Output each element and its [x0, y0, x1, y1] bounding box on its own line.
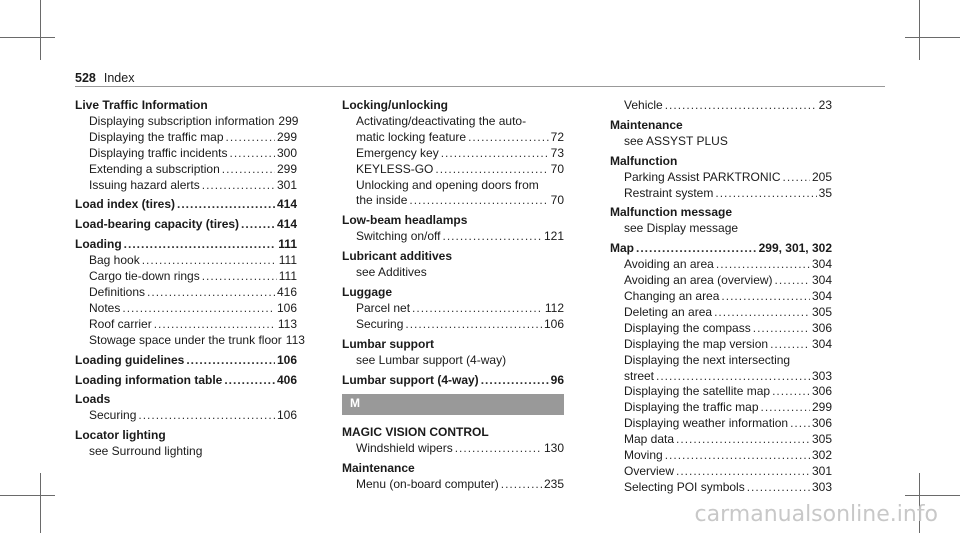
dot-leader — [636, 241, 757, 257]
page-reference[interactable]: 23 — [818, 98, 832, 112]
entry-text: Displaying subscription information — [89, 113, 275, 128]
entry-text: Malfunction — [610, 153, 678, 168]
index-subentry[interactable] — [342, 441, 564, 457]
dot-leader — [665, 448, 810, 464]
index-subentry[interactable] — [610, 273, 832, 289]
crop-mark — [919, 0, 920, 60]
page-reference[interactable]: 106 — [276, 300, 297, 315]
index-heading — [342, 213, 564, 229]
dot-leader — [124, 237, 277, 253]
dot-leader — [412, 301, 543, 317]
index-heading — [610, 205, 832, 221]
page-reference[interactable]: 72 — [550, 129, 564, 144]
page-reference[interactable]: 112 — [544, 300, 564, 315]
page-reference[interactable]: 121 — [543, 229, 564, 244]
entry-text: Map data — [624, 432, 675, 447]
entry-text: Moving — [624, 448, 663, 463]
crop-mark — [40, 473, 41, 533]
index-subentry[interactable] — [610, 369, 832, 385]
crop-mark — [0, 37, 55, 38]
entry-text: Displaying weather information — [624, 416, 789, 431]
index-subentry[interactable] — [342, 229, 564, 245]
dot-leader — [772, 384, 810, 400]
dot-leader — [147, 285, 275, 301]
dot-leader — [177, 197, 275, 213]
entry-text: Definitions — [89, 284, 146, 299]
entry-text: see Display message — [624, 221, 739, 236]
page-reference[interactable]: 111 — [278, 253, 297, 268]
dot-leader — [676, 464, 810, 480]
page-number: 528 — [75, 71, 96, 85]
dot-leader — [443, 229, 542, 245]
dot-leader — [405, 317, 542, 333]
index-subentry[interactable] — [610, 321, 832, 337]
letter-section-bar: M — [342, 394, 564, 415]
entry-text: Parcel net — [356, 300, 411, 315]
dot-leader — [202, 269, 277, 285]
entry-text: Loading information table — [75, 372, 223, 387]
dot-leader — [154, 317, 276, 333]
entry-text: Maintenance — [610, 117, 683, 132]
index-subentry[interactable] — [610, 400, 832, 416]
page-reference[interactable]: 299 — [276, 129, 297, 144]
entry-text: Avoiding an area (overview) — [624, 273, 773, 288]
dot-leader — [230, 146, 275, 162]
entry-text: Selecting POI symbols — [624, 479, 745, 494]
entry-text: Low-beam headlamps — [342, 213, 468, 228]
entry-text: Maintenance — [342, 461, 415, 476]
page-reference[interactable]: 406 — [276, 372, 297, 387]
entry-text: matic locking feature — [356, 129, 467, 144]
entry-text: Displaying the map version — [624, 336, 769, 351]
index-subentry[interactable] — [610, 170, 832, 186]
entry-text: Extending a subscription — [89, 161, 220, 176]
page-reference[interactable]: 304 — [811, 336, 832, 351]
index-subentry[interactable] — [610, 98, 832, 114]
page-reference[interactable]: 299 — [278, 113, 299, 128]
dot-leader — [775, 273, 810, 289]
index-subentry[interactable] — [75, 285, 297, 301]
entry-text: Unlocking and opening doors from — [356, 177, 539, 192]
index-subentry[interactable] — [342, 317, 564, 333]
dot-leader — [747, 480, 810, 496]
index-subentry[interactable] — [75, 301, 297, 317]
entry-text: Displaying the compass — [624, 320, 751, 335]
crop-mark — [905, 495, 960, 496]
page-reference[interactable]: 35 — [818, 185, 832, 200]
dot-leader — [714, 305, 810, 321]
index-subentry — [342, 353, 564, 369]
dot-leader — [721, 289, 810, 305]
entry-text: Lubricant additives — [342, 249, 453, 264]
watermark: carmanualsonline.info — [694, 502, 938, 527]
index-subentry — [610, 221, 832, 237]
index-subentry[interactable] — [610, 289, 832, 305]
page-reference[interactable]: 235 — [543, 477, 564, 492]
page-reference[interactable]: 106 — [543, 316, 564, 331]
entry-text: see Surround lighting — [89, 444, 203, 459]
index-subentry[interactable] — [342, 301, 564, 317]
page-reference[interactable]: 305 — [811, 304, 832, 319]
entry-text: Displaying the traffic map — [89, 129, 224, 144]
entry-text: Displaying the satellite map — [624, 384, 771, 399]
index-heading[interactable] — [75, 217, 297, 233]
index-subentry[interactable] — [75, 269, 297, 285]
index-heading — [610, 118, 832, 134]
index-heading[interactable] — [610, 241, 832, 257]
page-reference[interactable]: 113 — [285, 332, 305, 347]
index-heading — [75, 98, 297, 114]
page-reference[interactable]: 70 — [550, 161, 564, 176]
entry-text: Cargo tie-down rings — [89, 269, 200, 284]
dot-leader — [441, 146, 549, 162]
entry-text: Malfunction message — [610, 205, 733, 220]
dot-leader — [656, 369, 810, 385]
index-subentry — [342, 265, 564, 281]
entry-text: Avoiding an area — [624, 257, 714, 272]
index-heading[interactable] — [75, 237, 297, 253]
dot-leader — [435, 162, 548, 178]
dot-leader — [409, 193, 548, 209]
page-reference[interactable]: 303 — [811, 368, 832, 383]
page-reference[interactable]: 306 — [811, 384, 832, 399]
entry-text: Map — [610, 241, 634, 256]
dot-leader — [782, 170, 809, 186]
index-subentry[interactable] — [75, 317, 297, 333]
page-reference[interactable]: 304 — [811, 257, 832, 272]
dot-leader — [761, 400, 810, 416]
index-subentry[interactable] — [610, 464, 832, 480]
index-heading — [75, 428, 297, 444]
index-heading — [342, 249, 564, 265]
index-subentry[interactable] — [610, 305, 832, 321]
page-reference[interactable]: 70 — [550, 193, 564, 208]
page-reference[interactable]: 106 — [276, 352, 297, 367]
index-subentry[interactable] — [75, 408, 297, 424]
dot-leader — [455, 441, 542, 457]
index-heading[interactable] — [75, 197, 297, 213]
dot-leader — [224, 373, 275, 389]
page-reference[interactable]: 205 — [811, 169, 832, 184]
index-column-1 — [75, 98, 305, 460]
index-subentry — [342, 178, 564, 194]
entry-text: Locator lighting — [75, 428, 166, 443]
index-subentry[interactable] — [610, 186, 832, 202]
header-divider — [75, 86, 885, 87]
page-reference[interactable]: 299 — [811, 400, 832, 415]
dot-leader — [142, 253, 277, 269]
entry-text: Changing an area — [624, 288, 720, 303]
dot-leader — [665, 98, 817, 114]
entry-text: see Additives — [356, 265, 427, 280]
index-subentry[interactable] — [75, 332, 305, 349]
index-heading — [342, 461, 564, 477]
entry-text: Displaying the traffic map — [624, 400, 759, 415]
index-heading — [610, 154, 832, 170]
entry-text: Stowage space under the trunk floor — [89, 332, 282, 347]
index-subentry — [75, 444, 297, 460]
entry-text: Live Traffic Information — [75, 98, 208, 112]
page-reference[interactable]: 111 — [278, 237, 297, 252]
entry-text: Loads — [75, 392, 111, 407]
crop-mark — [0, 495, 55, 496]
entry-text: see Lumbar support (4-way) — [356, 352, 507, 367]
dot-leader — [501, 477, 542, 493]
page-reference[interactable]: 111 — [278, 269, 297, 284]
section-title: Index — [103, 71, 135, 85]
entry-text: Lumbar support (4-way) — [342, 372, 479, 387]
crop-mark — [40, 0, 41, 60]
entry-text: Issuing hazard alerts — [89, 177, 200, 192]
index-subentry[interactable] — [610, 257, 832, 273]
index-heading — [342, 98, 564, 114]
entry-text: Lumbar support — [342, 336, 434, 351]
index-subentry[interactable] — [610, 432, 832, 448]
index-subentry[interactable] — [610, 337, 832, 353]
entry-text: Securing — [89, 408, 137, 423]
entry-text: Emergency key — [356, 145, 439, 160]
index-subentry[interactable] — [610, 384, 832, 400]
index-heading[interactable] — [75, 353, 297, 369]
page-reference[interactable]: 304 — [811, 288, 832, 303]
dot-leader — [241, 217, 275, 233]
index-subentry — [610, 134, 832, 150]
dot-leader — [122, 301, 275, 317]
page-reference[interactable]: 303 — [811, 479, 832, 494]
entry-text: Displaying traffic incidents — [89, 145, 228, 160]
index-subentry[interactable] — [342, 146, 564, 162]
index-subentry — [610, 353, 832, 369]
index-subentry — [342, 114, 564, 130]
entry-text: Load index (tires) — [75, 197, 176, 212]
index-subentry[interactable] — [610, 448, 832, 464]
entry-text: Load-bearing capacity (tires) — [75, 217, 240, 232]
entry-text: Activating/deactivating the auto- — [356, 113, 527, 128]
page-reference[interactable]: 306 — [811, 416, 832, 431]
index-heading — [75, 392, 297, 408]
index-heading[interactable] — [75, 373, 297, 389]
dot-leader — [481, 373, 549, 389]
page-reference[interactable]: 130 — [543, 441, 564, 456]
entry-text: Overview — [624, 463, 675, 478]
index-subentry[interactable] — [342, 193, 564, 209]
index-heading — [342, 425, 564, 441]
crop-mark — [905, 37, 960, 38]
page-reference[interactable]: 416 — [276, 284, 297, 299]
index-subentry[interactable] — [342, 477, 564, 493]
entry-text: Securing — [356, 316, 404, 331]
dot-leader — [222, 162, 275, 178]
index-subentry[interactable] — [75, 130, 297, 146]
index-subentry[interactable] — [342, 162, 564, 178]
page-reference[interactable]: 113 — [277, 316, 297, 331]
index-subentry[interactable] — [75, 253, 297, 269]
entry-text: Bag hook — [89, 253, 140, 268]
entry-text: Luggage — [342, 284, 392, 299]
page-reference[interactable]: 301 — [811, 463, 832, 478]
dot-leader — [715, 186, 816, 202]
page-reference[interactable]: 302 — [811, 448, 832, 463]
entry-text: the inside — [356, 193, 408, 208]
page-reference[interactable]: 96 — [550, 372, 564, 387]
entry-text: street — [624, 368, 655, 383]
entry-text: Switching on/off — [356, 229, 441, 244]
index-heading — [342, 337, 564, 353]
page-reference[interactable]: 306 — [811, 320, 832, 335]
dot-leader — [753, 321, 810, 337]
dot-leader — [202, 178, 275, 194]
entry-text: Roof carrier — [89, 316, 152, 331]
entry-text: Loading guidelines — [75, 352, 185, 367]
index-heading[interactable] — [342, 373, 564, 389]
page-reference[interactable]: 73 — [550, 145, 564, 160]
dot-leader — [790, 416, 810, 432]
page-reference[interactable]: 304 — [811, 273, 832, 288]
dot-leader — [468, 130, 549, 146]
page-reference[interactable]: 301 — [276, 177, 297, 192]
index-column-2 — [342, 98, 564, 493]
entry-text: Displaying the next intersecting — [624, 352, 791, 367]
index-subentry[interactable] — [75, 146, 297, 162]
entry-text: MAGIC VISION CONTROL — [342, 425, 489, 440]
entry-text: Menu (on-board computer) — [356, 477, 499, 492]
entry-text: Vehicle — [624, 98, 663, 112]
page-header — [75, 71, 134, 85]
dot-leader — [716, 257, 810, 273]
entry-text: Deleting an area — [624, 304, 713, 319]
entry-text: see ASSYST PLUS — [624, 133, 728, 148]
dot-leader — [676, 432, 810, 448]
dot-leader — [186, 353, 275, 369]
index-column-3 — [610, 98, 832, 496]
entry-text: Notes — [89, 300, 121, 315]
entry-text: Locking/unlocking — [342, 98, 449, 112]
entry-text: KEYLESS-GO — [356, 161, 434, 176]
page-reference[interactable]: 106 — [276, 408, 297, 423]
dot-leader — [770, 337, 810, 353]
index-subentry[interactable] — [342, 130, 564, 146]
page-reference[interactable]: 305 — [811, 432, 832, 447]
page-reference[interactable]: 300 — [276, 145, 297, 160]
entry-text: Parking Assist PARKTRONIC — [624, 169, 781, 184]
page-reference[interactable]: 414 — [276, 197, 297, 212]
page-reference[interactable]: 414 — [276, 217, 297, 232]
index-subentry[interactable] — [610, 480, 832, 496]
index-subentry[interactable] — [75, 162, 297, 178]
index-subentry[interactable] — [610, 416, 832, 432]
dot-leader — [226, 130, 275, 146]
page-reference[interactable]: 299, 301, 302 — [758, 241, 832, 256]
entry-text: Restraint system — [624, 185, 714, 200]
index-subentry[interactable] — [75, 114, 297, 130]
entry-text: Windshield wipers — [356, 441, 453, 456]
index-subentry[interactable] — [75, 178, 297, 194]
page-reference[interactable]: 299 — [276, 161, 297, 176]
entry-text: Loading — [75, 237, 122, 252]
index-heading — [342, 285, 564, 301]
dot-leader — [138, 408, 275, 424]
